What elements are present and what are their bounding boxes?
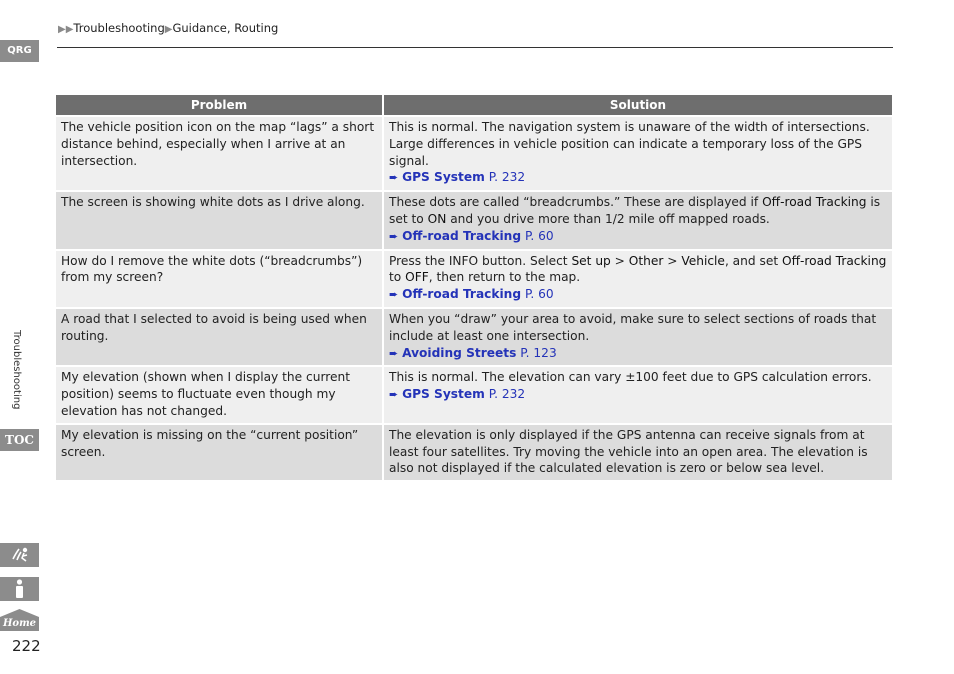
breadcrumb-level1[interactable]: Troubleshooting [73,21,165,35]
problem-cell: The vehicle position icon on the map “lags” a short distance behind, especially when I arrive at an intersection. [56,117,382,190]
table-row [56,117,892,190]
cross-reference-link[interactable]: ➨ Avoiding Streets P. 123 [389,345,557,360]
solution-cell [384,309,892,365]
solution-text: These dots are called “breadcrumbs.” These are displayed if Off-road Tracking is set to ON and you drive more than 1/2 mile off mapped roads. [389,195,881,226]
cross-reference-link[interactable]: ➨ GPS System P. 232 [389,387,526,402]
solution-cell [384,192,892,248]
qrg-tab[interactable]: QRG [0,40,39,62]
problem-cell: My elevation is missing on the “current position” screen. [56,425,382,480]
table-row [56,425,892,480]
toc-tab[interactable]: TOC [0,429,39,451]
solution-cell: The elevation is only displayed if the GPS antenna can receive signals from at least four satellites. Try moving the vehicle into an open area. The elevation is also not displayed if the calculated elevation is zero or below sea level. [384,425,892,480]
reference-arrow-icon: ➨ [389,346,399,360]
home-tab[interactable] [0,609,39,631]
solution-text: When you “draw” your area to avoid, make sure to select sections of roads that include at least one intersection. [389,311,877,343]
table-row [56,309,892,365]
solution-cell [384,251,892,307]
solution-header: Solution [384,95,892,115]
reference-arrow-icon: ➨ [389,229,399,243]
troubleshooting-table [54,93,894,482]
problem-cell: My elevation (shown when I display the current position) seems to fluctuate even though my elevation has not changed. [56,367,382,422]
breadcrumb-level2: Guidance, Routing [172,21,279,35]
cross-reference-link[interactable]: ➨ Off-road Tracking P. 60 [389,287,554,302]
table-row [56,192,892,248]
info-tab[interactable] [0,577,39,601]
page-number: 222 [12,637,41,655]
info-icon [0,577,39,601]
solution-text: This is normal. The elevation can vary ±100 feet due to GPS calculation errors. [389,370,872,385]
table-row [56,251,892,307]
section-label: Troubleshooting [11,330,22,410]
voice-command-icon [0,543,39,567]
problem-cell: How do I remove the white dots (“breadcrumbs”) from my screen? [56,251,382,307]
solution-text: Press the INFO button. Select Set up > Other > Vehicle, and set Off-road Tracking to OFF, then return to the map. [389,253,887,285]
problem-cell: A road that I selected to avoid is being used when routing. [56,309,382,365]
reference-arrow-icon: ➨ [389,288,399,302]
reference-arrow-icon: ➨ [389,171,399,185]
problem-cell: The screen is showing white dots as I drive along. [56,192,382,248]
home-icon [0,609,39,631]
cross-reference-link[interactable]: ➨ GPS System P. 232 [389,170,526,185]
problem-header: Problem [56,95,382,115]
breadcrumb-arrow-icon: ▶▶ [58,24,74,35]
breadcrumb [58,21,278,35]
reference-arrow-icon: ➨ [389,388,399,402]
solution-text: This is normal. The navigation system is unaware of the width of intersections. Large differences in vehicle position can indicate a temporary loss of the GPS signal. [389,120,870,168]
cross-reference-link[interactable]: ➨ Off-road Tracking P. 60 [389,228,554,243]
voice-command-tab[interactable] [0,543,39,567]
svg-text:Home: Home [2,618,37,629]
solution-cell [384,367,892,422]
header-divider [57,47,893,48]
table-row [56,367,892,422]
breadcrumb-arrow-icon: ▶ [164,24,173,35]
solution-cell [384,117,892,190]
